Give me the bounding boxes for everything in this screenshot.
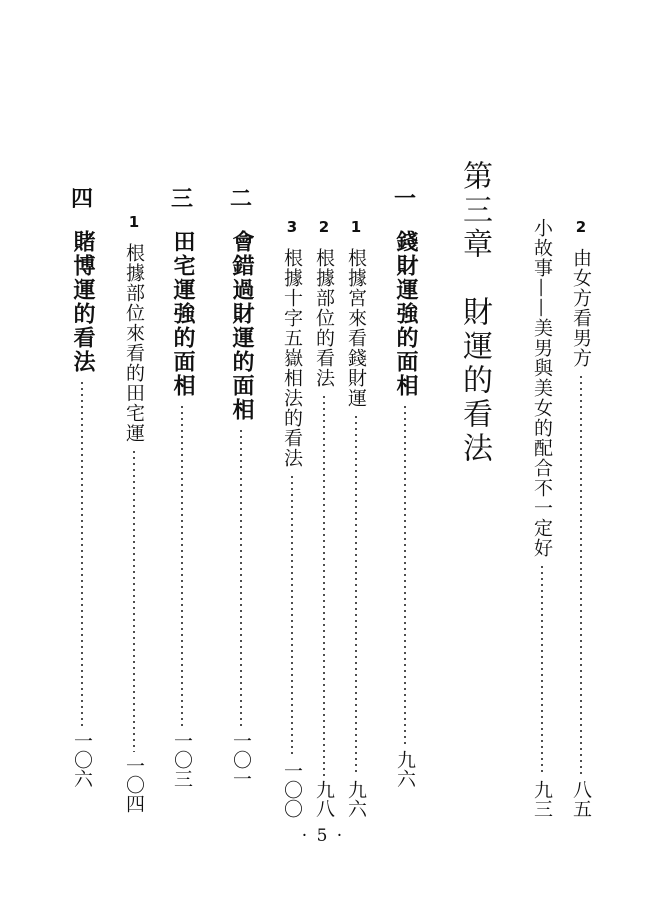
dot-leader (240, 428, 242, 727)
entry-number: 3 (286, 218, 298, 236)
chapter-title: 第三章 財運的看法 (457, 160, 492, 466)
entry-number: 2 (318, 218, 330, 236)
dot-leader (323, 394, 325, 776)
entry-number: 1 (128, 213, 140, 231)
dot-leader (404, 404, 406, 746)
entry-title: 根據十字五嶽相法的看法 (281, 248, 303, 468)
entry-page: 一〇三 (171, 731, 193, 788)
toc-entry (569, 218, 593, 818)
toc-entry (344, 218, 368, 818)
toc-entry (70, 188, 94, 788)
entry-page: 八五 (570, 780, 592, 818)
toc-entry (312, 218, 336, 818)
entry-title: 根據部位的看法 (313, 248, 335, 388)
entry-page: 九八 (313, 780, 335, 818)
dot-leader (81, 380, 83, 727)
section-number: 二 (229, 187, 252, 212)
toc-entry (122, 213, 146, 813)
entry-title: 根據宮來看錢財運 (345, 248, 367, 408)
entry-page: 九三 (531, 780, 553, 818)
entry-page: 一〇〇 (281, 761, 303, 818)
dot-leader (580, 374, 582, 776)
entry-page: 一〇四 (123, 756, 145, 813)
toc-entry (280, 218, 304, 818)
dot-leader (181, 404, 183, 727)
toc-entry (393, 188, 417, 788)
entry-title: 田宅運強的面相 (170, 230, 195, 398)
entry-number: 1 (350, 218, 362, 236)
dot-leader (541, 564, 543, 776)
section-number: 三 (170, 187, 193, 212)
entry-title: 根據部位來看的田宅運 (123, 243, 145, 443)
entry-page: 一〇一 (230, 731, 252, 788)
dot-leader (355, 414, 357, 776)
page-number: · 5 · (301, 826, 345, 846)
entry-number: 2 (575, 218, 587, 236)
entry-page: 九六 (394, 750, 416, 788)
dot-leader (133, 449, 135, 752)
entry-title: 小故事——美男與美女的配合不一定好 (531, 218, 553, 558)
entry-title: 錢財運強的面相 (393, 230, 418, 398)
entry-page: 九六 (345, 780, 367, 818)
entry-page: 一〇六 (71, 731, 93, 788)
entry-title: 由女方看男方 (570, 248, 592, 368)
dot-leader (291, 474, 293, 757)
entry-title: 賭博運的看法 (70, 230, 95, 374)
section-number: 四 (70, 187, 93, 212)
section-number: 一 (393, 187, 416, 212)
entry-title: 會錯過財運的面相 (229, 230, 254, 422)
toc-entry (530, 218, 554, 818)
toc-entry (229, 188, 253, 788)
toc-entry (170, 188, 194, 788)
